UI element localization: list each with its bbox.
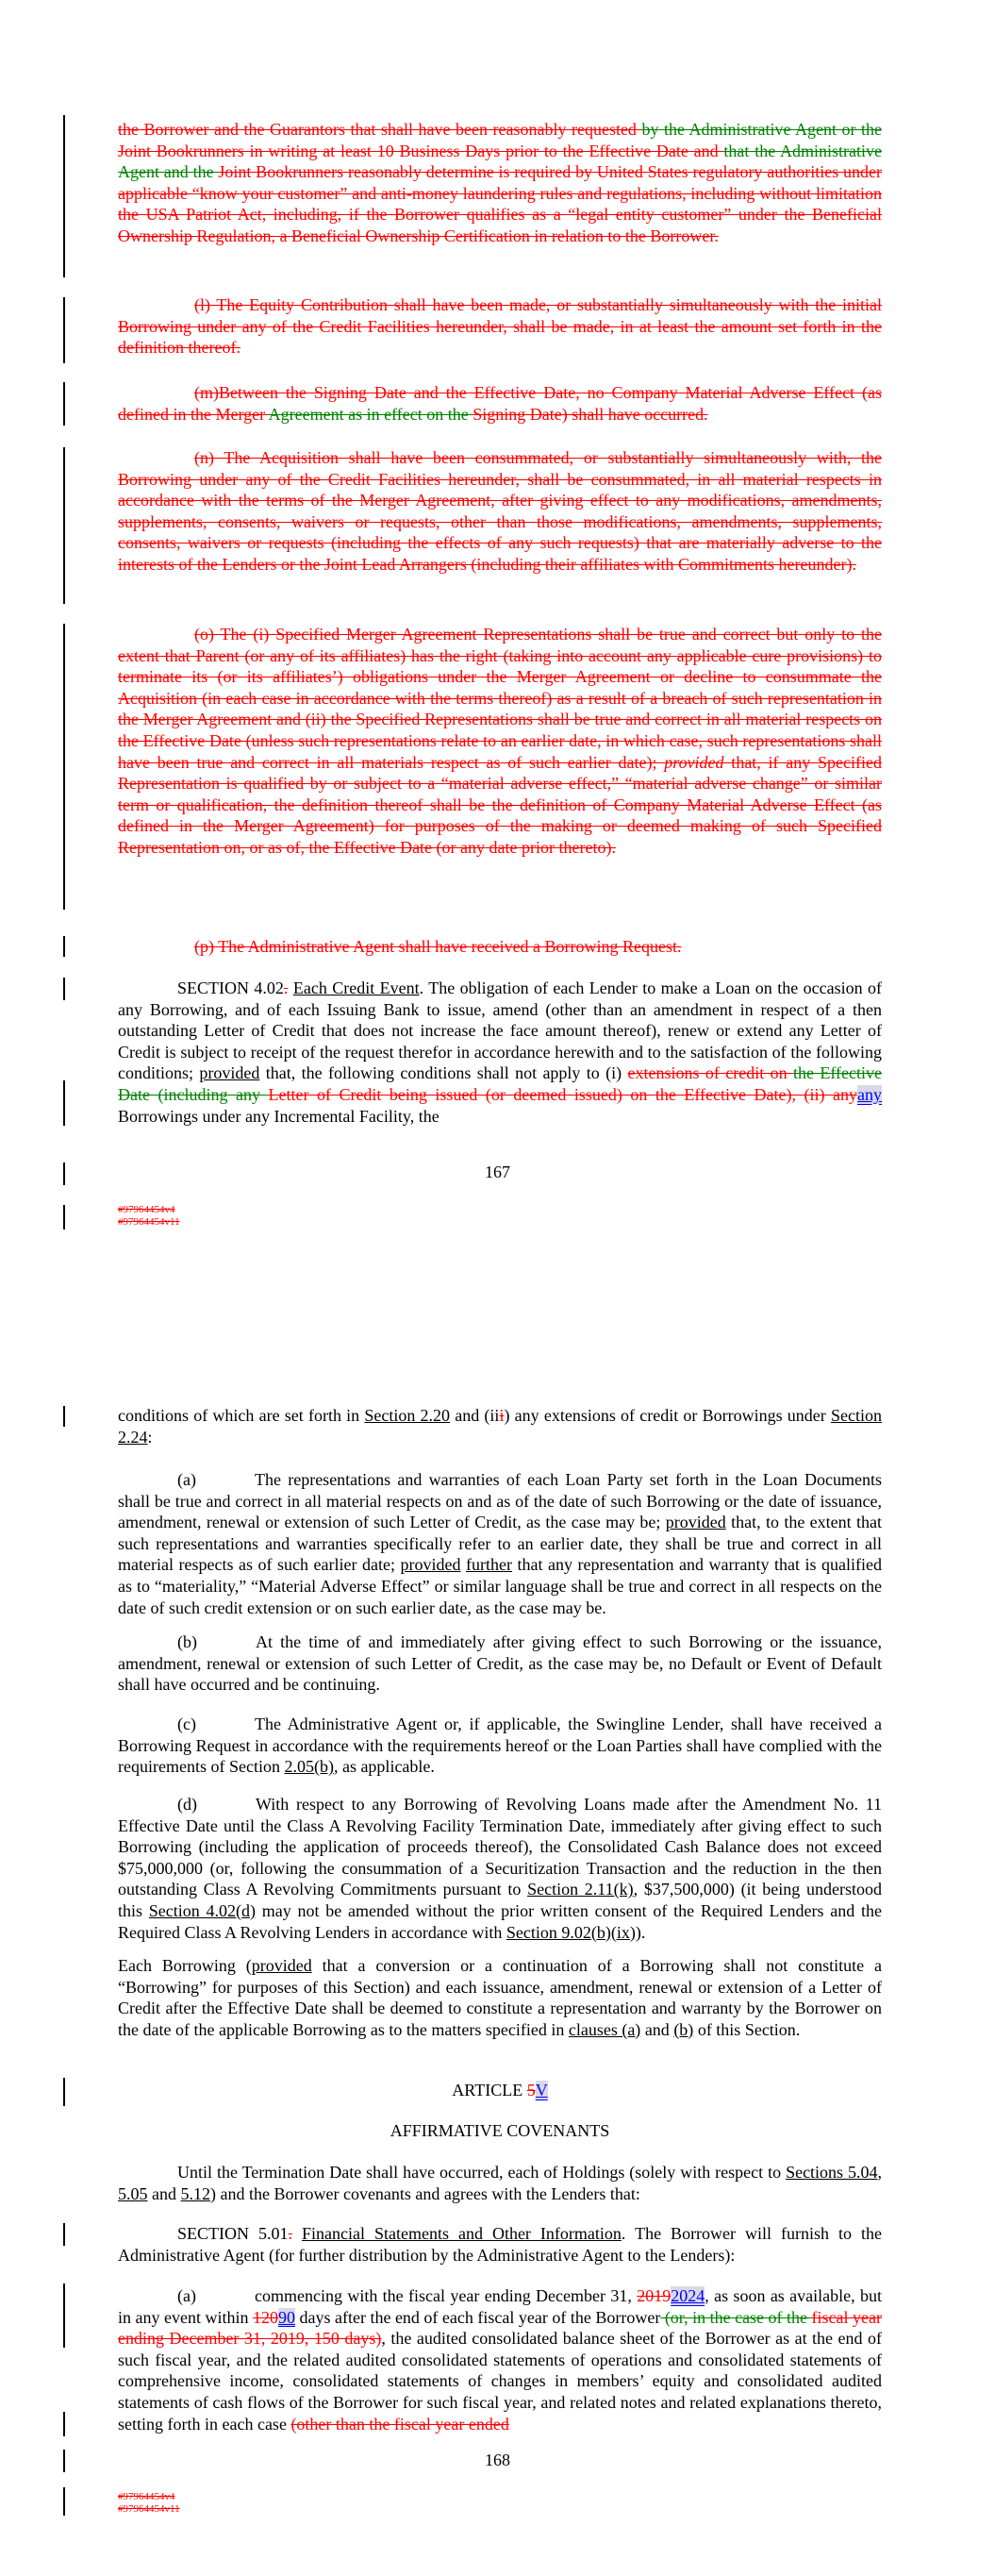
text-run: , as applicable. [333,1757,435,1777]
moved-text: the Effective Date (including any [118,1063,882,1104]
underlined-text: clauses (a) [568,2019,641,2039]
text-run: and (ii [450,1406,500,1425]
text-run: and [640,2019,674,2039]
moved-text: (or, in the case of the [660,2307,812,2327]
moved-text: that the Administrative Agent and the [118,141,882,182]
deleted-text: the Borrower and the Guarantors that shall have been reasonably requested [118,120,642,139]
paragraph-l-equity-contribution [118,294,882,359]
deleted-text: Joint Bookrunners in writing at least 10 Business Days prior to the Effective Date and [118,141,724,160]
paragraph-c-borrowing-request [118,1714,882,1778]
text-run: SECTION 5.01 [177,2224,289,2243]
change-bar [63,2412,65,2436]
text-run: Each Borrowing ( [118,1956,252,1975]
deleted-text: . [288,2224,292,2243]
text-run: (b) [177,1632,197,1651]
text-run: Borrowings under any Incremental Facility, the [118,1106,439,1126]
inserted-text: any [857,1084,882,1104]
underlined-text: 5.12 [180,2183,210,2203]
paragraph-deleted-kyc [118,119,882,247]
text-run: , the audited consolidated balance sheet of the Borrower as at the end of such fiscal year, and the related audited consolidated statements of operations and consolidated statements of comprehensive income, consolidated statements of changes in members’ equity and consolidated audited statements of cash flows of the Borrower for such fiscal year, and related notes and related explanations thereto, setting forth in each case [118,2329,883,2434]
text-run: that, the following conditions shall not apply to (i) [259,1063,628,1083]
change-bar [63,624,65,910]
text-run: and [147,2183,181,2203]
deleted-text: 2019 [637,2286,672,2305]
moved-text: Agreement as in effect on the [268,404,473,424]
deleted-text: Joint Bookrunners reasonably determine is required by United States regulatory authorities under applicable “know your customer” and anti-money laundering rules and regulations, including without limitation the USA Patriot Act, including, if the Borrower qualifies as a “legal entity customer” under the Beneficial Ownership Regulation, a Beneficial Ownership Certification in relation to the Borrower. [118,162,882,245]
deleted-text: 5 [526,2081,536,2099]
text-run: days after the end of each fiscal year of the Borrower [294,2307,661,2327]
deleted-text: 120 [252,2307,278,2327]
text-run: The Administrative Agent or, if applicable, the Swingline Lender, shall have received a Borrowing Request in accordance with the requirements hereof or the Loan Parties shall have complied with the requirements of Section [118,1715,882,1777]
article-heading [118,2080,882,2101]
deleted-text: (other than the fiscal year ended [290,2414,509,2434]
underlined-text: Each Credit Event [292,979,420,997]
change-bar [63,2078,65,2106]
moved-text: by the Administrative Agent or the [641,120,882,139]
text-run: (a) [177,1470,196,1489]
text-run: ) any extensions of credit or Borrowings under [504,1406,831,1425]
change-bar [63,382,65,426]
change-bar [63,1205,65,1229]
page-number: 167 [485,1163,510,1181]
text-run: that any representation and warranty that is qualified as to “materiality,” “Material Adverse Effect” or similar language shall be true and correct in all respects on the date of such credit extension or on such earlier date, as the case may be. [118,1555,883,1617]
underlined-text: 2.05(b) [284,1757,334,1777]
text-run: that, to the extent that such representations and warranties specifically refer to an earlier date, they shall be true and correct in all material respects as of such earlier date; [118,1513,882,1575]
change-bar [63,1080,65,1126]
text-run: With respect to any Borrowing of Revolving Loans made after the Amendment No. 11 Effective Date until the Class A Revolving Facility Termination Date, immediately after giving effect to such Borrowing (including the application of proceeds thereof), the Consolidated Cash Balance does not exceed $75,000,000 (or, following the consummation of a Securitization Transaction and the reduction in the then outstanding Class A Revolving Commitments pursuant to [118,1795,882,1899]
text-run: of this Section. [693,2019,801,2039]
change-bar [63,447,65,604]
text-run: , [877,2163,883,2182]
underlined-text: (b) [673,2019,694,2039]
tab-space [196,2285,255,2307]
underlined-text: provided [400,1555,461,1575]
paragraph-d-cash-balance [118,1794,882,1943]
change-bar [63,1406,65,1427]
underlined-text: further [466,1555,512,1575]
deleted-text: . [283,979,289,997]
text-run: . The obligation of each Lender to make a Loan on the occasion of any Borrowing, and of each Issuing Bank to issue, amend (other than an amendment in respect of a then outstanding Letter of Credit that does not increase the face amount thereof), renew or extend any Letter of Credit is subject to receipt of the request therefor in accordance herewith and to the satisfaction of the following conditions; [118,979,883,1083]
deleted-text: (o) The (i) Specified Merger Agreement Representations shall be true and correct but only to the extent that Parent (or any of its affiliates) has the right (taking into account any applicable cure provisions) to terminate its (or its affiliates’) obligations under the Merger Agreement or decline to consummate the Acquisition (in each case in accordance with the terms thereof) as a result of a breach of such representation in the Merger Agreement and (ii) the Specified Representations shall be true and correct in all material respects on the Effective Date (unless such representations relate to an earlier date, in which case, such representations shall have been true and correct in all materials respect as of such earlier date); [118,625,882,772]
change-bar [63,936,65,957]
text-run: may not be amended without the prior written consent of the Required Lenders and the Required Class A Revolving Lenders in accordance with [118,1900,882,1942]
text-run: conditions of which are set forth in [118,1406,365,1425]
deleted-italic-text: provided [664,752,724,772]
text-run: SECTION 4.02 [177,979,284,997]
tab-space [197,1794,256,1815]
page-number: 168 [485,2451,510,2469]
underlined-text: provided [665,1513,726,1532]
underlined-text: Section 4.02(d) [148,1900,256,1920]
deleted-text: extensions of credit on [627,1063,793,1083]
text-run: : [147,1427,153,1447]
change-bar [63,2487,65,2516]
change-bar [63,2283,65,2348]
paragraph-until-termination [118,2162,882,2204]
change-bar [63,115,65,277]
deleted-text: i [499,1406,505,1425]
paragraph-p-borrowing-request [118,936,882,958]
underlined-text: Financial Statements and Other Information [302,2224,622,2243]
text-run: (a) [177,2286,196,2305]
text-run: AFFIRMATIVE COVENANTS [390,2121,610,2140]
text-run: Until the Termination Date shall have occurred, each of Holdings (solely with respect to [177,2163,787,2182]
deleted-text: Signing Date) shall have occurred. [473,404,708,424]
text-run: The representations and warranties of each Loan Party set forth in the Loan Documents shall be true and correct in all material respects on and as of the date of such Borrowing or the date of issuance, amendment, renewal or extension of such Letter of Credit, as the case may be; [118,1470,882,1532]
text-run: . The Borrower will furnish to the Administrative Agent (for further distribution by the Administrative Agent to the Lenders): [118,2224,883,2265]
change-bar [63,2223,65,2246]
change-bar [63,978,65,1000]
paragraph-o-specified-representations [118,624,882,859]
section-5-01 [118,2223,882,2266]
inserted-text: 90 [277,2307,295,2327]
underlined-text: Sections 5.04 [786,2163,878,2182]
text-run: that a conversion or a continuation of a Borrowing shall not constitute a “Borrowing” for purposes of this Section) and each issuance, amendment, renewal or extension of a Letter of Credit after the Effective Date shall be deemed to constitute a representation and warranty by the Borrower on the date of the applicable Borrowing as to the matters specified in [118,1956,882,2039]
paragraph-a-annual-financials [118,2285,882,2434]
text-run: commencing with the fiscal year ending December 31, [254,2286,638,2305]
tab-space [196,1714,255,1735]
article-title [118,2120,882,2142]
underlined-text: provided [199,1063,260,1083]
deleted-text: (n) The Acquisition shall have been consummated, or substantially simultaneously with, the Borrowing under any of the Credit Facilities hereunder, shall be consummated, in all material respects in accordance with the terms of the Merger Agreement, after giving effect to any modifications, amendments, supplements, consents, waivers or requests, other than those modifications, amendments, supplements, consents, waivers or requests (including the effects of any such requests) that are materially adverse to the interests of the Lenders or the Joint Lead Arrangers (including their affiliates with Commitments hereunder). [118,448,882,574]
paragraph-b-no-default [118,1631,882,1696]
doc-id: #97964454v11 [118,2503,180,2515]
underlined-text: Section 2.24 [118,1406,882,1447]
deleted-text: that, if any Specified Representation is qualified by or subject to a “material adverse effect,” “material adverse change” or similar term or qualification, the definition thereof shall be the definition of Company Material Adverse Effect (as defined in the Merger Agreement) for purposes of the making or deemed making of such Specified Representation on, or as of, the Effective Date (or any date prior thereto). [118,752,883,857]
underlined-text: provided [251,1956,312,1975]
text-run [292,2224,302,2243]
underlined-text: Section 9.02(b)(ix) [506,1922,636,1942]
underlined-text: Section 2.20 [364,1406,451,1425]
paragraph-n-acquisition [118,447,882,576]
doc-id: #97964454v4 [118,1204,175,1215]
text-run: , as soon as available, but in any event within [118,2286,882,2327]
deleted-text: (l) The Equity Contribution shall have been made, or substantially simultaneously with the initial Borrowing under any of the Credit Facilities hereunder, shall be made, in at least the amount set forth in the definition thereof. [118,295,882,358]
text-run: ARTICLE [452,2081,527,2099]
tab-space [196,1469,255,1491]
paragraph-each-borrowing [118,1955,882,2040]
section-4-02 [118,978,882,1127]
deleted-text: Letter of Credit being issued (or deemed issued) on the Effective Date), (ii) any [268,1084,857,1104]
inserted-text: 2024 [671,2286,705,2305]
deleted-text: fiscal year ending December 31, 2019, 150 days) [118,2307,882,2349]
deleted-text: (p) The Administrative Agent shall have received a Borrowing Request. [194,937,682,956]
change-bar [63,297,65,363]
text-run: , $37,500,000) (it being understood this [118,1880,882,1920]
doc-id: #97964454v11 [118,1216,180,1228]
text-run: At the time of and immediately after giving effect to such Borrowing or the issuance, amendment, renewal or extension of such Letter of Credit, as the case may be, no Default or Event of Default shall have occurred and be continuing. [118,1632,882,1695]
inserted-text: V [535,2081,548,2099]
text-run: ) and the Borrower covenants and agrees with the Lenders that: [210,2183,640,2203]
deleted-text: (m)Between the Signing Date and the Effective Date, no Company Material Adverse Effect (as defined in the Merger [118,383,882,424]
text-run: (d) [177,1795,197,1814]
underlined-text: 5.05 [118,2183,148,2203]
doc-id-footer [118,1204,180,1229]
paragraph-continuation [118,1405,882,1447]
tab-space [197,1631,256,1653]
text-run: ). [635,1922,646,1942]
paragraph-a-representations [118,1469,882,1618]
paragraph-m-no-mae [118,382,882,425]
doc-id: #97964454v4 [118,2491,175,2502]
doc-id-footer [118,2491,180,2516]
text-run: (c) [177,1715,196,1733]
underlined-text: Section 2.11(k) [527,1880,634,1899]
